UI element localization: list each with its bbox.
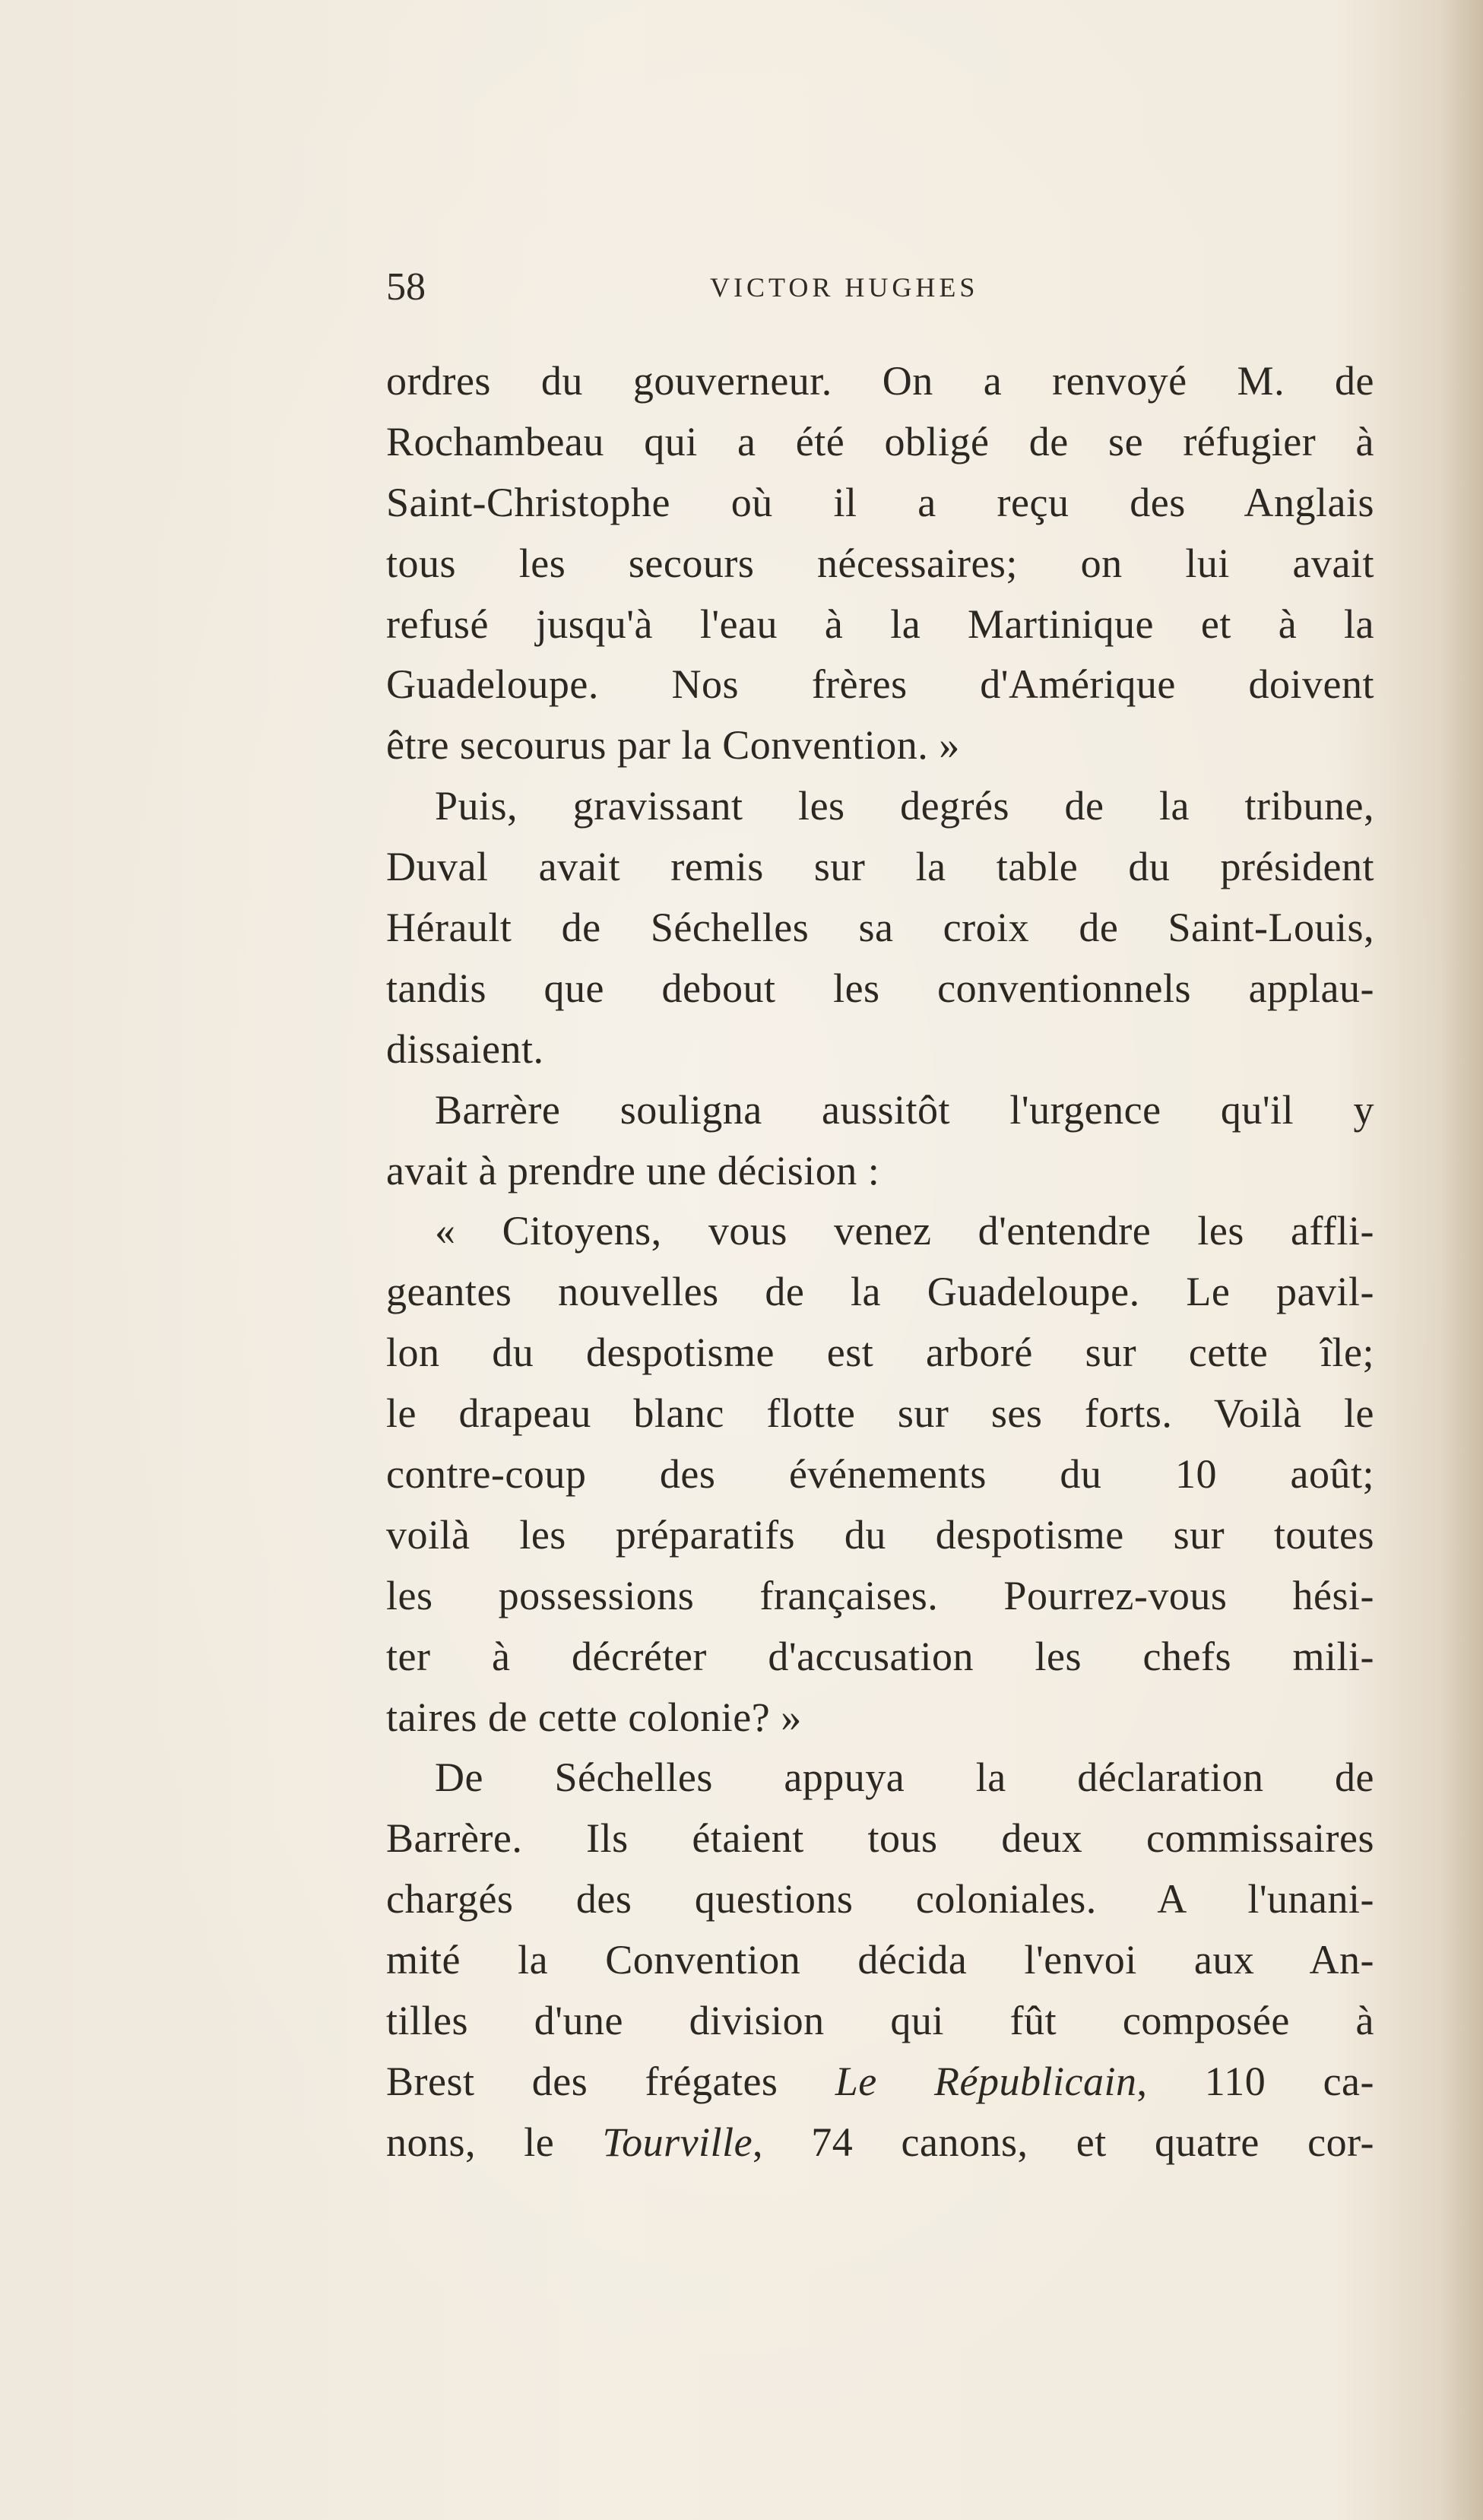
page-header xyxy=(386,261,1374,314)
text-segment: , 110 ca- xyxy=(1136,2058,1374,2104)
text-line: Hérault de Séchelles sa croix de Saint-Louis, xyxy=(386,905,1374,951)
body-text xyxy=(386,351,1374,2173)
text-line: Guadeloupe. Nos frères d'Amérique doivent xyxy=(386,661,1374,708)
text-segment: Brest des frégates xyxy=(386,2058,778,2104)
ship-name-italic: Le Républicain xyxy=(835,2058,1137,2104)
text-line: Barrère. Ils étaient tous deux commissaires xyxy=(386,1815,1374,1862)
page-number: 58 xyxy=(386,265,426,309)
running-head: VICTOR HUGHES xyxy=(710,272,979,303)
text-line: avait à prendre une décision : xyxy=(386,1147,880,1193)
text-line: lon du despotisme est arboré sur cette île; xyxy=(386,1330,1374,1376)
ship-name-italic: Tourville xyxy=(602,2119,753,2165)
text-line: voilà les préparatifs du despotisme sur toutes xyxy=(386,1511,1374,1558)
text-line: De Séchelles appuya la déclaration de xyxy=(435,1754,1374,1801)
text-line: les possessions françaises. Pourrez-vous hési- xyxy=(386,1572,1374,1618)
text-line: tous les secours nécessaires; on lui avait xyxy=(386,540,1374,586)
text-segment: nons, le xyxy=(386,2119,555,2165)
text-line: Barrère souligna aussitôt l'urgence qu'il y xyxy=(435,1086,1374,1133)
text-line: tilles d'une division qui fût composée à xyxy=(386,1998,1374,2044)
text-line: ter à décréter d'accusation les chefs mili- xyxy=(386,1633,1374,1679)
text-line: être secourus par la Convention. » xyxy=(386,722,960,769)
text-line: chargés des questions coloniales. A l'unani- xyxy=(386,1876,1374,1922)
text-line: ordres du gouverneur. On a renvoyé M. de xyxy=(386,358,1374,404)
text-line xyxy=(386,2113,1374,2173)
text-line: dissaient. xyxy=(386,1025,544,1072)
text-line: tandis que debout les conventionnels applau- xyxy=(386,965,1374,1011)
text-line: geantes nouvelles de la Guadeloupe. Le pavil- xyxy=(386,1269,1374,1315)
text-line: Duval avait remis sur la table du président xyxy=(386,844,1374,890)
text-line: Puis, gravissant les degrés de la tribune, xyxy=(435,783,1374,829)
text-line: « Citoyens, vous venez d'entendre les affli- xyxy=(435,1208,1374,1254)
text-line: refusé jusqu'à l'eau à la Martinique et à la xyxy=(386,601,1374,647)
text-line: Rochambeau qui a été obligé de se réfugier à xyxy=(386,418,1374,464)
text-line: le drapeau blanc flotte sur ses forts. Voilà le xyxy=(386,1390,1374,1437)
text-line: Saint-Christophe où il a reçu des Anglais xyxy=(386,479,1374,525)
text-line: mité la Convention décida l'envoi aux An- xyxy=(386,1937,1374,1983)
text-line: contre-coup des événements du 10 août; xyxy=(386,1451,1374,1498)
text-segment: , 74 canons, et quatre cor- xyxy=(753,2119,1374,2165)
text-line xyxy=(386,2052,1374,2113)
text-line: taires de cette colonie? » xyxy=(386,1694,802,1740)
